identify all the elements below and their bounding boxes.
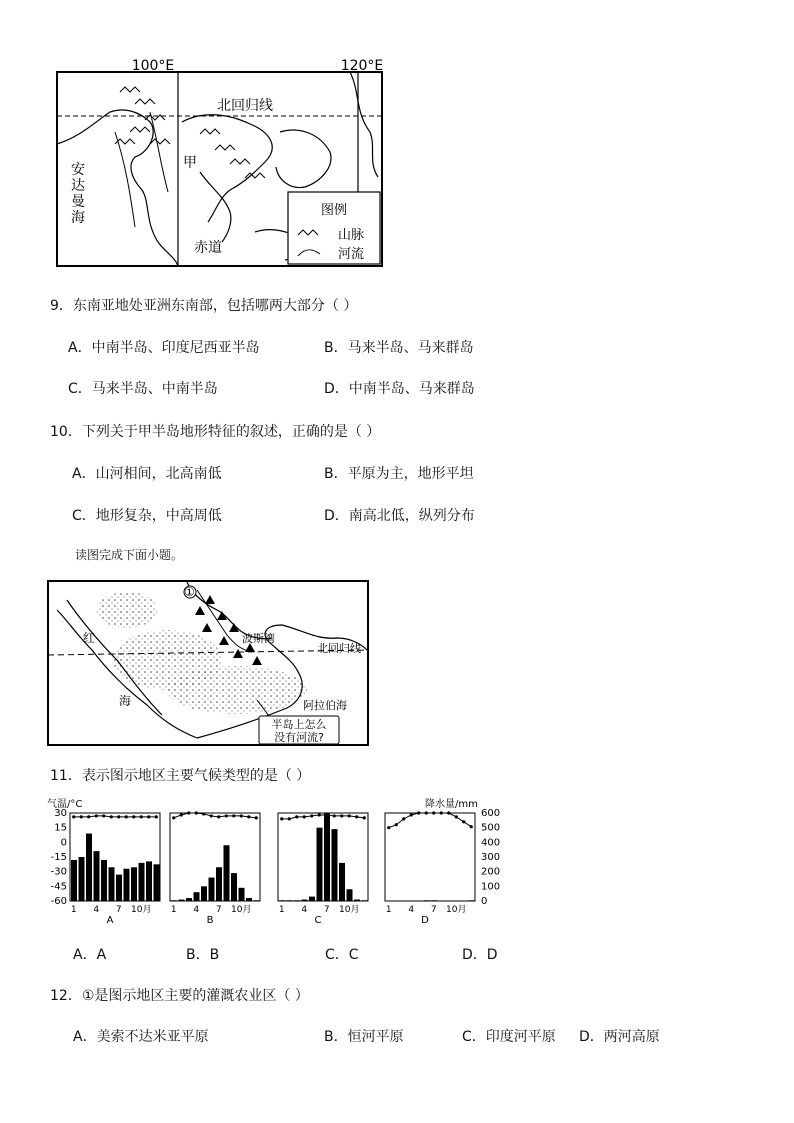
climate-panels [70, 811, 475, 926]
temp-point [80, 815, 83, 818]
temp-point [280, 817, 283, 820]
panel-frame [385, 813, 475, 901]
month-tick: 7 [323, 905, 330, 915]
sea-label-1: 安 [71, 162, 85, 178]
precip-tick: 500 [481, 822, 501, 834]
q10-option-a[interactable]: A．山河相间，北高南低 [72, 466, 222, 482]
temp-point [455, 815, 458, 818]
precip-bar [424, 900, 430, 901]
persian-gulf-label: 波斯湾 [242, 632, 275, 645]
precip-bar [101, 860, 107, 901]
southeast-asia-map [50, 52, 390, 270]
precip-bar [186, 898, 192, 901]
precip-bar [354, 900, 360, 901]
month-tick: 4 [93, 905, 100, 915]
precip-bar [309, 897, 315, 901]
precip-bar [339, 863, 345, 901]
temp-point [447, 811, 450, 814]
q10-option-c[interactable]: C．地形复杂，中高周低 [72, 508, 222, 524]
precip-bar [246, 898, 252, 901]
panel-label: C [314, 915, 322, 926]
temp-point [180, 813, 183, 816]
temp-point [363, 816, 366, 819]
precip-bar [154, 864, 160, 901]
lon-100-label: 100°E [131, 58, 175, 74]
climate-charts [45, 796, 505, 928]
temp-point [470, 825, 473, 828]
tropic-label-2: 北回归线 [317, 642, 361, 655]
climate-panel-B [170, 811, 260, 926]
temp-point [87, 815, 90, 818]
month-tick: 4 [193, 905, 200, 915]
arabian-peninsula-map [47, 580, 369, 748]
precip-bar [347, 889, 353, 901]
section-intro: 读图完成下面小题。 [75, 548, 184, 562]
month-tick: 7 [215, 905, 222, 915]
month-tick: 10月 [231, 905, 252, 915]
temp-point [348, 814, 351, 817]
precip-bar [209, 878, 215, 901]
legend-title: 图例 [320, 203, 348, 218]
precip-bar [302, 900, 308, 901]
q11-option-c[interactable]: C．C [325, 947, 359, 963]
temp-point [95, 814, 98, 817]
bubble-line-2: 没有河流? [274, 731, 324, 744]
temp-line [389, 813, 472, 828]
temp-point [295, 815, 298, 818]
temp-point [288, 817, 291, 820]
temp-point [440, 811, 443, 814]
jia-label: 甲 [183, 155, 197, 171]
precip-bar [279, 900, 285, 901]
red-label: 红 [83, 631, 96, 645]
temp-point [432, 811, 435, 814]
temp-tick: 15 [54, 822, 67, 834]
temp-point [117, 815, 120, 818]
temp-point [395, 823, 398, 826]
sea-label-2: 达 [71, 178, 85, 194]
q9-option-a[interactable]: A．中南半岛、印度尼西亚半岛 [68, 340, 260, 356]
precip-bar [287, 900, 293, 901]
q11-option-d[interactable]: D．D [462, 947, 498, 963]
bubble-line-1: 半岛上怎么 [271, 718, 327, 731]
month-tick: 1 [278, 905, 285, 915]
precip-bar [254, 900, 260, 901]
temp-point [72, 815, 75, 818]
temp-point [147, 815, 150, 818]
precip-bar [294, 900, 300, 901]
precip-bar [79, 857, 85, 901]
temp-point [240, 814, 243, 817]
precip-bar [431, 900, 437, 901]
temp-point [155, 815, 158, 818]
temp-tick: 0 [60, 837, 67, 849]
q9-option-c[interactable]: C．马来半岛、中南半岛 [68, 381, 218, 397]
q9-option-b[interactable]: B．马来半岛、马来群岛 [324, 340, 474, 356]
temp-point [387, 826, 390, 829]
sea-label: 海 [119, 694, 132, 708]
temp-point [210, 814, 213, 817]
panel-frame [278, 813, 368, 901]
temp-point [195, 811, 198, 814]
equator-label: 赤道 [194, 240, 222, 256]
q10-option-d[interactable]: D．南高北低，纵列分布 [324, 508, 475, 524]
precip-bar [194, 892, 200, 901]
temp-point [417, 811, 420, 814]
precip-bar [239, 888, 245, 901]
precip-bar [109, 867, 115, 901]
precip-bar [146, 861, 152, 901]
precip-bar [216, 867, 222, 901]
precip-axis-label: 降水量/mm [425, 799, 478, 810]
temp-point [318, 813, 321, 816]
precip-bar [324, 813, 330, 901]
temp-point [102, 814, 105, 817]
q10-option-b[interactable]: B．平原为主，地形平坦 [324, 466, 474, 482]
legend-mountain: 山脉 [338, 228, 365, 243]
temp-point [172, 816, 175, 819]
precip-tick: 600 [481, 808, 501, 819]
legend-river: 河流 [338, 247, 365, 262]
precip-bar [71, 860, 77, 901]
temp-point [310, 814, 313, 817]
precip-tick: 300 [481, 852, 501, 863]
precip-bar [469, 900, 475, 901]
q12-option-a[interactable]: A．美索不达米亚平原 [73, 1029, 209, 1045]
temp-point [425, 811, 428, 814]
q12-stem: 12．①是图示地区主要的灌溉农业区（ ） [50, 988, 309, 1004]
month-tick: 4 [408, 905, 415, 915]
panel-label: A [106, 915, 114, 926]
tropic-label: 北回归线 [217, 98, 273, 114]
temp-point [325, 813, 328, 816]
temp-point [110, 815, 113, 818]
precip-bar [124, 869, 130, 901]
temp-point [225, 814, 228, 817]
q12-option-c[interactable]: C．印度河平原 [462, 1029, 556, 1045]
precip-bar [332, 829, 338, 901]
temp-point [340, 814, 343, 817]
panel-label: D [421, 915, 429, 926]
q12-option-d[interactable]: D．两河高原 [579, 1029, 660, 1045]
temp-tick: 30 [54, 808, 67, 819]
temp-tick: -60 [50, 896, 67, 907]
climate-panel-A [70, 813, 160, 926]
precip-tick: 400 [481, 837, 501, 849]
temp-point [255, 816, 258, 819]
month-tick: 10月 [446, 905, 467, 915]
temp-ticks [51, 808, 67, 907]
precip-bar [179, 900, 185, 901]
precip-bar [116, 875, 122, 901]
precip-ticks [481, 808, 500, 907]
q9-option-d[interactable]: D．中南半岛、马来群岛 [324, 381, 475, 397]
climate-panel-D [385, 811, 475, 926]
temp-line [282, 815, 365, 819]
temp-point [217, 815, 220, 818]
precip-bar [131, 867, 137, 901]
temp-point [462, 820, 465, 823]
temp-point [125, 815, 128, 818]
month-tick: 10月 [339, 905, 360, 915]
temp-line [74, 816, 157, 817]
precip-bar [86, 834, 92, 901]
temp-tick: -30 [50, 866, 67, 878]
precip-tick: 100 [481, 881, 501, 893]
temp-point [202, 812, 205, 815]
month-tick: 10月 [131, 905, 152, 915]
precip-bar [94, 851, 100, 901]
temp-point [132, 815, 135, 818]
precip-bar [231, 873, 237, 901]
precip-tick: 200 [481, 866, 501, 878]
marker-1: ① [184, 585, 195, 599]
q11-option-a[interactable]: A．A [73, 947, 107, 963]
arabian-sea-label: 阿拉伯海 [303, 699, 347, 712]
temp-point [355, 815, 358, 818]
month-tick: 4 [301, 905, 308, 915]
q9-stem: 9．东南亚地处亚洲东南部，包括哪两大部分（ ） [50, 298, 358, 314]
temp-point [410, 813, 413, 816]
temp-point [303, 815, 306, 818]
lon-120-label: 120°E [340, 58, 384, 74]
temp-point [402, 817, 405, 820]
precip-bar [171, 900, 177, 901]
q11-stem: 11．表示图示地区主要气候类型的是（ ） [50, 768, 311, 784]
temp-line [174, 813, 257, 818]
precip-bar [139, 863, 145, 901]
q12-option-b[interactable]: B．恒河平原 [324, 1029, 404, 1045]
precip-bar [362, 900, 368, 901]
month-tick: 7 [115, 905, 122, 915]
temp-point [232, 814, 235, 817]
temp-point [333, 814, 336, 817]
temp-point [187, 811, 190, 814]
q10-stem: 10．下列关于甲半岛地形特征的叙述，正确的是（ ） [50, 424, 381, 440]
precip-bar [317, 828, 323, 901]
temp-axis-label: 气温/°C [47, 799, 83, 810]
climate-panel-C [278, 813, 368, 926]
sea-label-4: 海 [71, 210, 85, 226]
month-tick: 1 [70, 905, 77, 915]
precip-bar [224, 845, 230, 901]
temp-tick: -15 [50, 852, 67, 863]
precip-bar [201, 886, 207, 901]
q11-option-b[interactable]: B．B [186, 947, 220, 963]
sea-label-3: 曼 [71, 194, 85, 210]
precip-tick: 0 [481, 896, 488, 907]
panel-frame [170, 813, 260, 901]
temp-point [140, 815, 143, 818]
month-tick: 1 [170, 905, 177, 915]
month-tick: 1 [385, 905, 392, 915]
panel-label: B [206, 915, 214, 926]
temp-point [247, 815, 250, 818]
month-tick: 7 [430, 905, 437, 915]
temp-tick: -45 [50, 881, 67, 893]
